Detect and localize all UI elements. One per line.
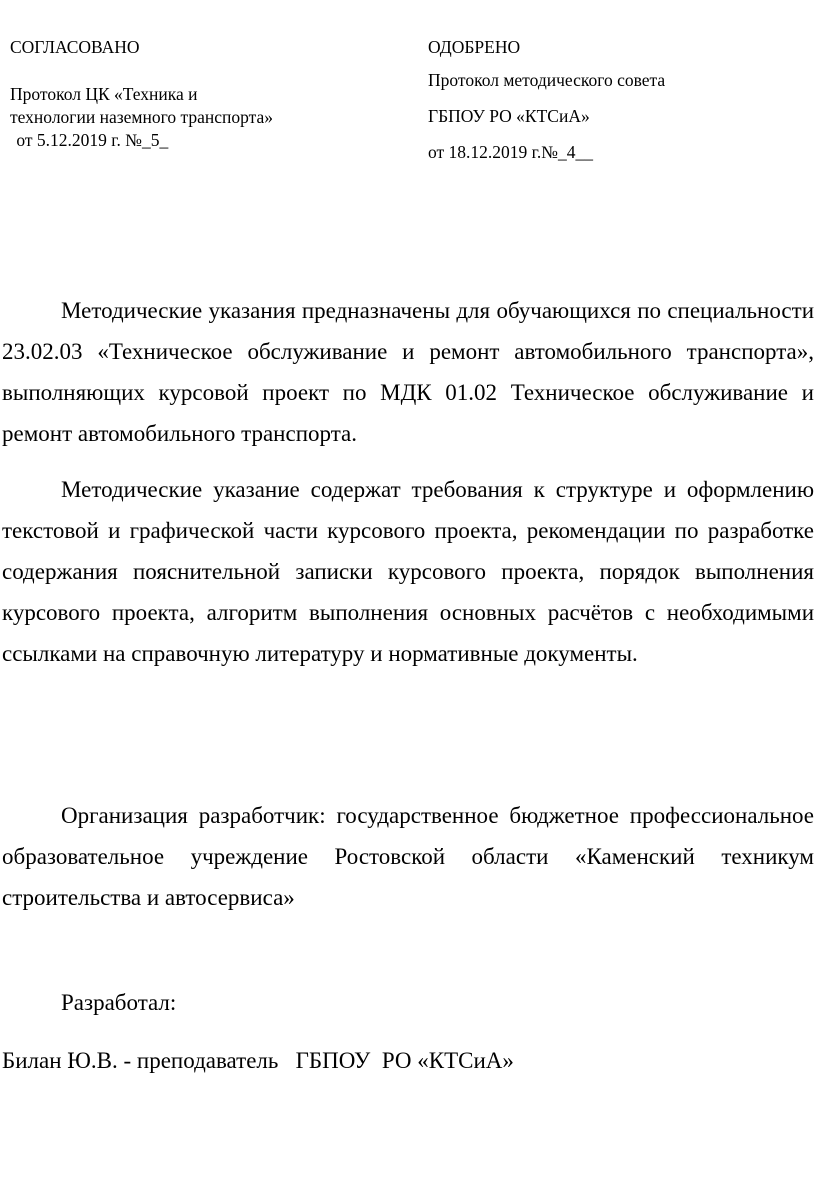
agreed-protocol-line-1: Протокол ЦК «Техника и xyxy=(10,84,198,104)
approved-protocol-date: от 18.12.2019 г.№_4__ xyxy=(428,142,593,162)
author-line: Билан Ю.В. - преподаватель ГБПОУ РО «КТСиА» xyxy=(2,1048,514,1073)
approved-protocol-line-2: ГБПОУ РО «КТСиА» xyxy=(428,106,590,126)
purpose-paragraph: Методические указания предназначены для обучающихся по специальности 23.02.03 «Техническое обслуживание и ремонт автомобильного транспорта», выполняющих курсовой проект по МДК 01.02 Техническое обслуживание и ремонт автомобильного транспорта. xyxy=(2,298,814,446)
approval-block-agreed xyxy=(10,36,390,152)
agreed-heading: СОГЛАСОВАНО xyxy=(10,37,140,57)
developed-label: Разработал: xyxy=(61,990,177,1015)
agreed-protocol-line-2: технологии наземного транспорта» xyxy=(10,107,273,127)
approved-heading: ОДОБРЕНО xyxy=(428,37,521,57)
approval-block-approved xyxy=(428,36,808,164)
approved-protocol-line-1: Протокол методического совета xyxy=(428,70,666,90)
agreed-protocol-date: от 5.12.2019 г. №_5_ xyxy=(12,130,169,150)
organization-paragraph: Организация разработчик: государственное бюджетное профессиональное образовательное учреждение Ростовской области «Каменский техникум строительства и автосервиса» xyxy=(2,803,814,910)
contents-paragraph: Методические указание содержат требования к структуре и оформлению текстовой и графической части курсового проекта, рекомендации по разработке содержания пояснительной записки курсового проекта, порядок выполнения курсового проекта, алгоритм выполнения основных расчётов с необходимыми ссылками на справочную литературу и нормативные документы. xyxy=(2,477,814,666)
